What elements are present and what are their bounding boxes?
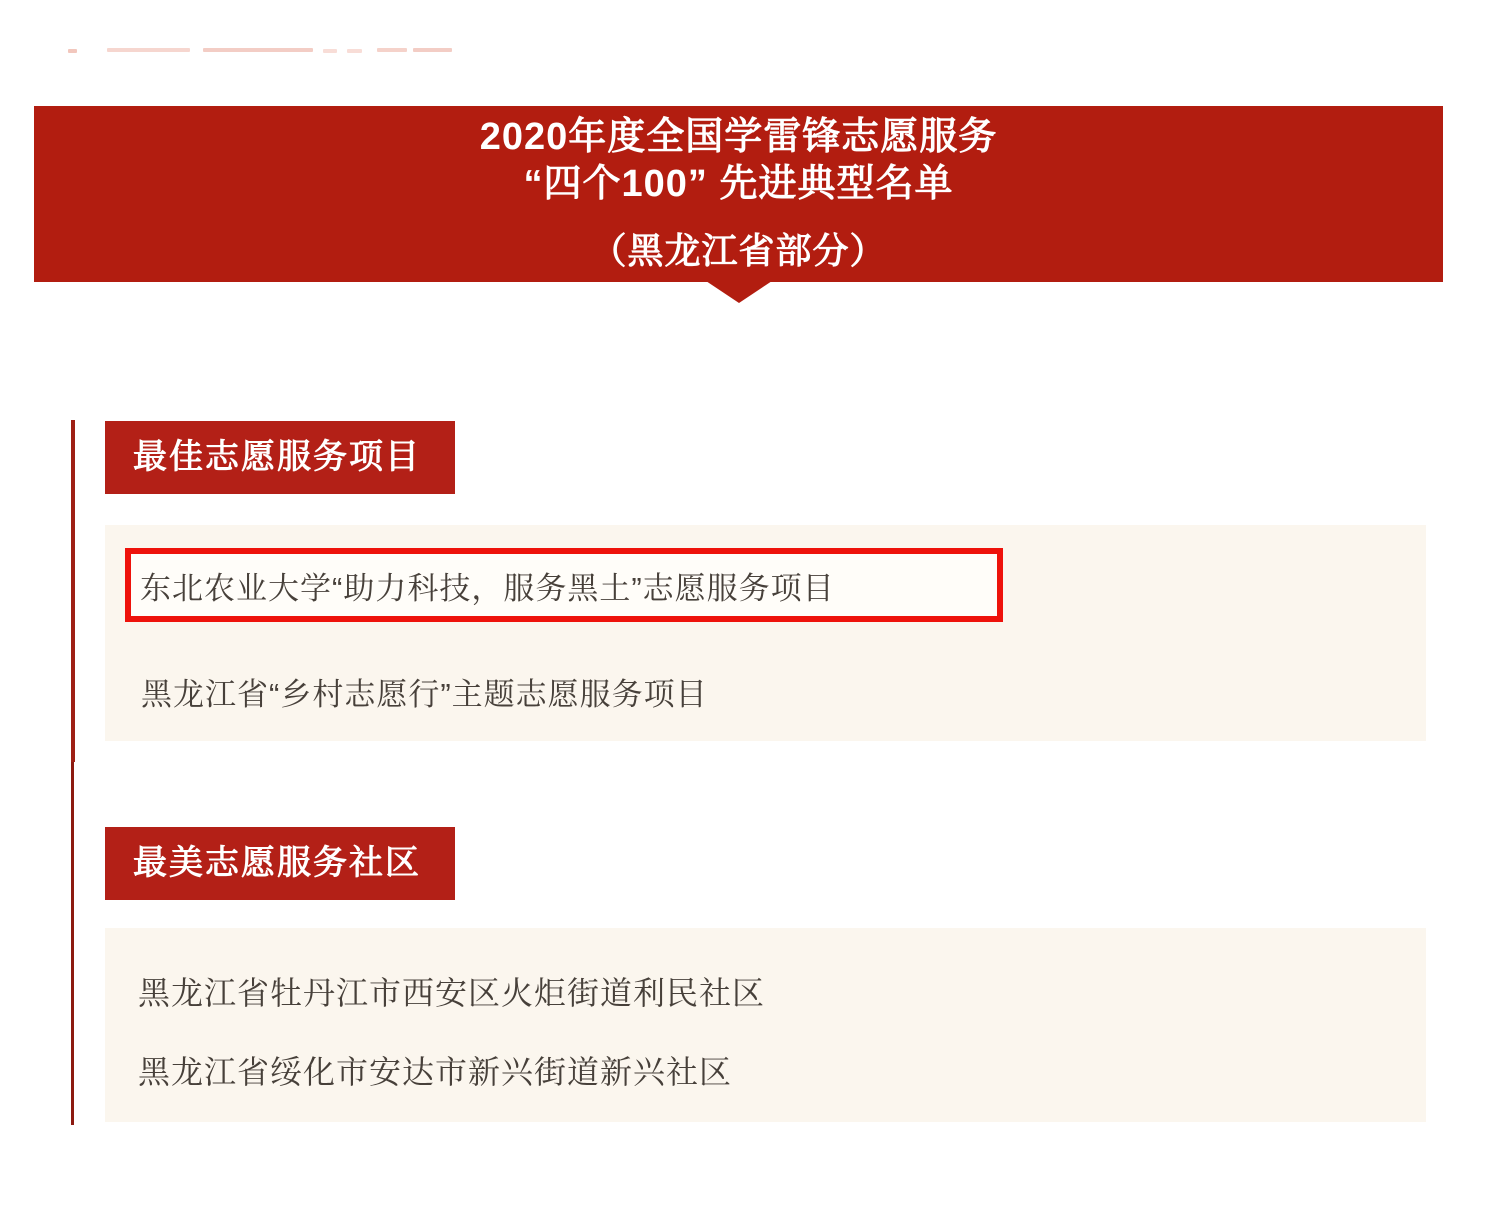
clipped-text-fragment — [413, 48, 452, 52]
banner-title-line1: 2020年度全国学雷锋志愿服务 — [479, 116, 998, 158]
list-item: 黑龙江省“乡村志愿行”主题志愿服务项目 — [141, 677, 708, 712]
clipped-text-fragment — [107, 48, 190, 52]
section-label-projects: 最佳志愿服务项目 — [105, 421, 455, 494]
section-panel-communities — [105, 928, 1426, 1122]
clipped-text-fragment — [377, 48, 407, 52]
list-item: 黑龙江省绥化市安达市新兴街道新兴社区 — [138, 1054, 733, 1090]
clipped-text-fragment — [68, 49, 77, 53]
list-item: 东北农业大学“助力科技，服务黑土”志愿服务项目 — [140, 570, 835, 606]
banner-title-line2: “四个100” 先进典型名单 — [523, 163, 954, 205]
title-banner — [34, 106, 1443, 282]
section-accent-line — [71, 420, 75, 762]
section-accent-line — [71, 762, 74, 1125]
clipped-text-fragment — [203, 48, 313, 52]
banner-subtitle: （黑龙江省部分） — [590, 230, 887, 271]
clipped-text-fragment — [323, 49, 337, 53]
section-label-communities: 最美志愿服务社区 — [105, 827, 455, 900]
highlight-box — [125, 548, 1003, 622]
clipped-text-fragment — [347, 49, 362, 53]
banner-pointer-triangle-icon — [706, 281, 772, 303]
section-panel-projects — [105, 525, 1426, 741]
list-item: 黑龙江省牡丹江市西安区火炬街道利民社区 — [138, 975, 766, 1011]
